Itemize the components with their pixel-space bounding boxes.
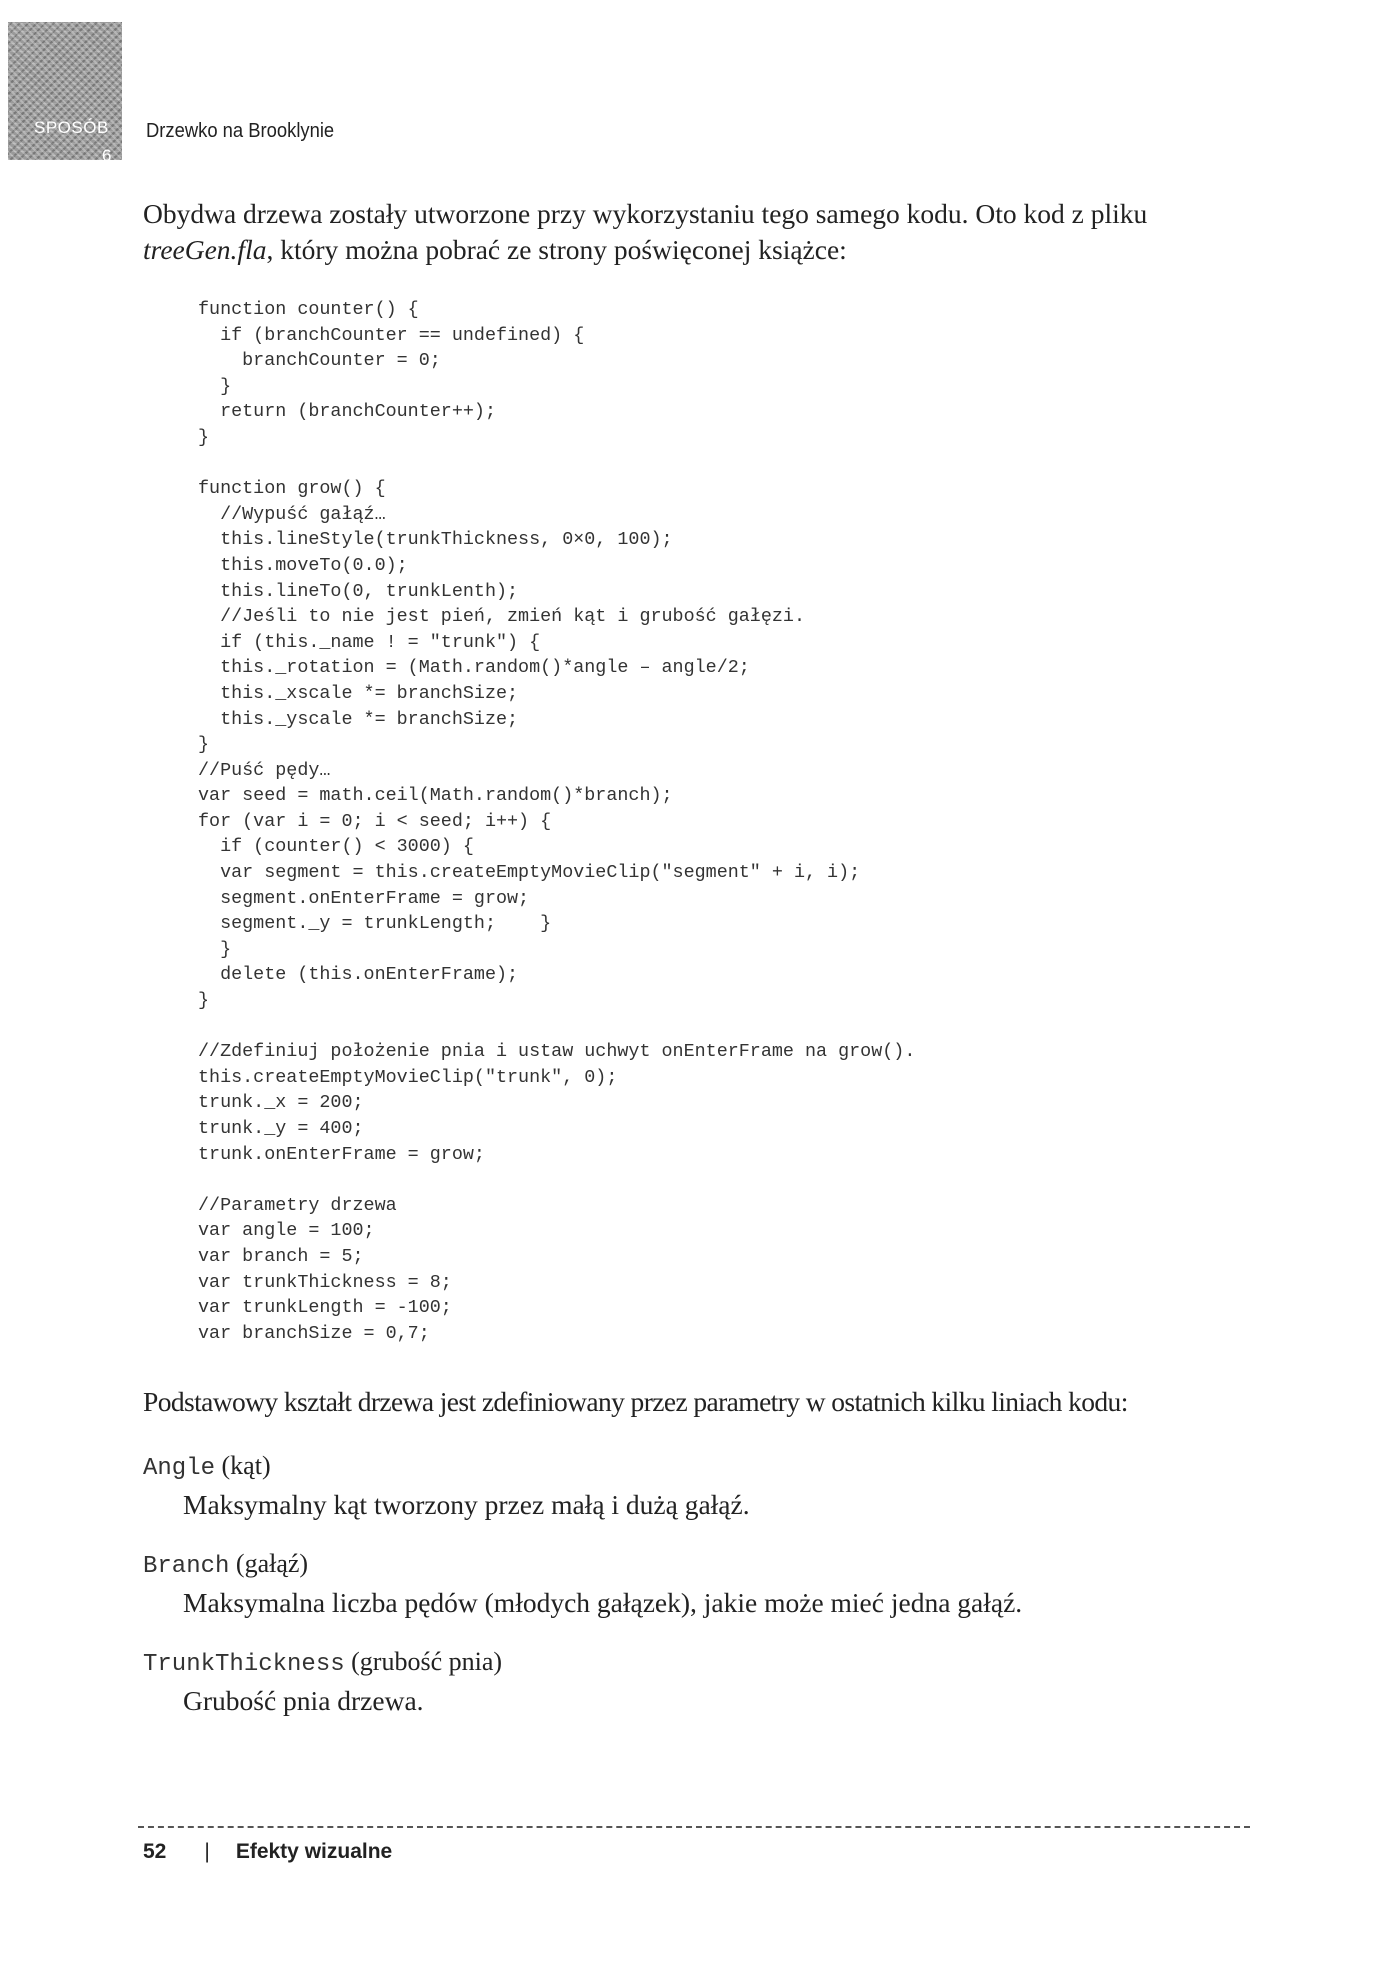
code-line: if (this._name ! = "trunk") { (198, 631, 541, 653)
code-line: //Zdefiniuj położenie pnia i ustaw uchwyt onEnterFrame na grow(). (198, 1041, 916, 1063)
term-code: TrunkThickness (143, 1651, 345, 1678)
definition-term (143, 1448, 1263, 1487)
code-line: } (198, 990, 210, 1012)
code-line: this._rotation = (Math.random()*angle – angle/2; (198, 657, 750, 679)
code-line: function grow() { (198, 478, 386, 500)
definition-description: Maksymalny kąt tworzony przez małą i dużą gałąź. (183, 1489, 750, 1520)
definition-term (143, 1644, 1263, 1683)
page-number: 52 (143, 1840, 167, 1863)
code-line: var seed = math.ceil(Math.random()*branch); (198, 785, 673, 807)
chapter-title: Efekty wizualne (235, 1840, 393, 1863)
code-line: this.lineStyle(trunkThickness, 0×0, 100); (198, 529, 673, 551)
code-line: trunk.onEnterFrame = grow; (198, 1143, 485, 1165)
code-line: //Puść pędy… (198, 759, 331, 781)
code-line: } (198, 426, 210, 448)
code-line: segment._y = trunkLength; } (198, 913, 552, 935)
code-line: } (198, 734, 210, 756)
code-line: this._xscale *= branchSize; (198, 682, 519, 704)
definition-description: Grubość pnia drzewa. (183, 1685, 424, 1716)
definition-description: Maksymalna liczba pędów (młodych gałązek), jakie może mieć jedna gałąź. (183, 1587, 1023, 1618)
code-line: //Parametry drzewa (198, 1194, 397, 1216)
summary-paragraph: Podstawowy kształt drzewa jest zdefiniowany przez parametry w ostatnich kilku liniach kodu: (143, 1386, 1128, 1417)
running-title: Drzewko na Brooklynie (146, 120, 335, 142)
code-line: var segment = this.createEmptyMovieClip("segment" + i, i); (198, 862, 861, 884)
code-line: this.lineTo(0, trunkLenth); (198, 580, 519, 602)
code-line: function counter() { (198, 299, 419, 320)
code-line: this.createEmptyMovieClip("trunk", 0); (198, 1066, 618, 1088)
definition-trunk-thickness (143, 1644, 1263, 1742)
definition-term (143, 1546, 1263, 1585)
code-line: if (counter() < 3000) { (198, 836, 474, 858)
intro-text-before: Obydwa drzewa zostały utworzone przy wykorzystaniu tego samego kodu. Oto kod z pliku (143, 198, 1148, 229)
footer-divider (138, 1826, 1250, 1828)
code-line: delete (this.onEnterFrame); (198, 964, 519, 986)
code-line: var branchSize = 0,7; (198, 1322, 430, 1344)
code-listing (198, 297, 915, 1346)
parameter-definitions (143, 1448, 1263, 1742)
page-footer (143, 1840, 392, 1864)
code-line: this.moveTo(0.0); (198, 554, 408, 576)
code-line: var trunkThickness = 8; (198, 1271, 452, 1293)
code-line: trunk._x = 200; (198, 1092, 364, 1114)
code-line: this._yscale *= branchSize; (198, 708, 519, 730)
section-badge (8, 22, 122, 165)
code-line: var angle = 100; (198, 1220, 375, 1242)
code-line: branchCounter = 0; (198, 350, 441, 372)
code-line: return (branchCounter++); (198, 401, 496, 423)
code-line: } (198, 938, 232, 960)
term-gloss: (kąt) (221, 1451, 271, 1480)
term-gloss: (grubość pnia) (351, 1647, 503, 1676)
code-line: //Jeśli to nie jest pień, zmień kąt i grubość gałęzi. (198, 606, 805, 628)
definition-angle (143, 1448, 1263, 1546)
code-line: segment.onEnterFrame = grow; (198, 887, 530, 909)
code-line: trunk._y = 400; (198, 1118, 364, 1139)
term-code: Branch (143, 1553, 230, 1580)
term-code: Angle (143, 1455, 216, 1482)
intro-paragraph (143, 196, 1263, 268)
code-line: } (198, 375, 232, 397)
badge-label: SPOSÓB (34, 118, 109, 137)
code-line: for (var i = 0; i < seed; i++) { (198, 810, 552, 832)
code-line: //Wypuść gałąź… (198, 503, 386, 525)
intro-text-after: , który można pobrać ze strony poświęconej książce: (266, 234, 847, 265)
definition-branch (143, 1546, 1263, 1644)
footer-separator: | (204, 1840, 210, 1863)
file-name: treeGen.fla (143, 234, 267, 265)
code-line: var branch = 5; (198, 1245, 364, 1267)
code-line: var trunkLength = -100; (198, 1297, 452, 1319)
code-line: if (branchCounter == undefined) { (198, 324, 585, 346)
badge-number: 6 (102, 146, 112, 165)
term-gloss: (gałąź) (235, 1549, 309, 1578)
